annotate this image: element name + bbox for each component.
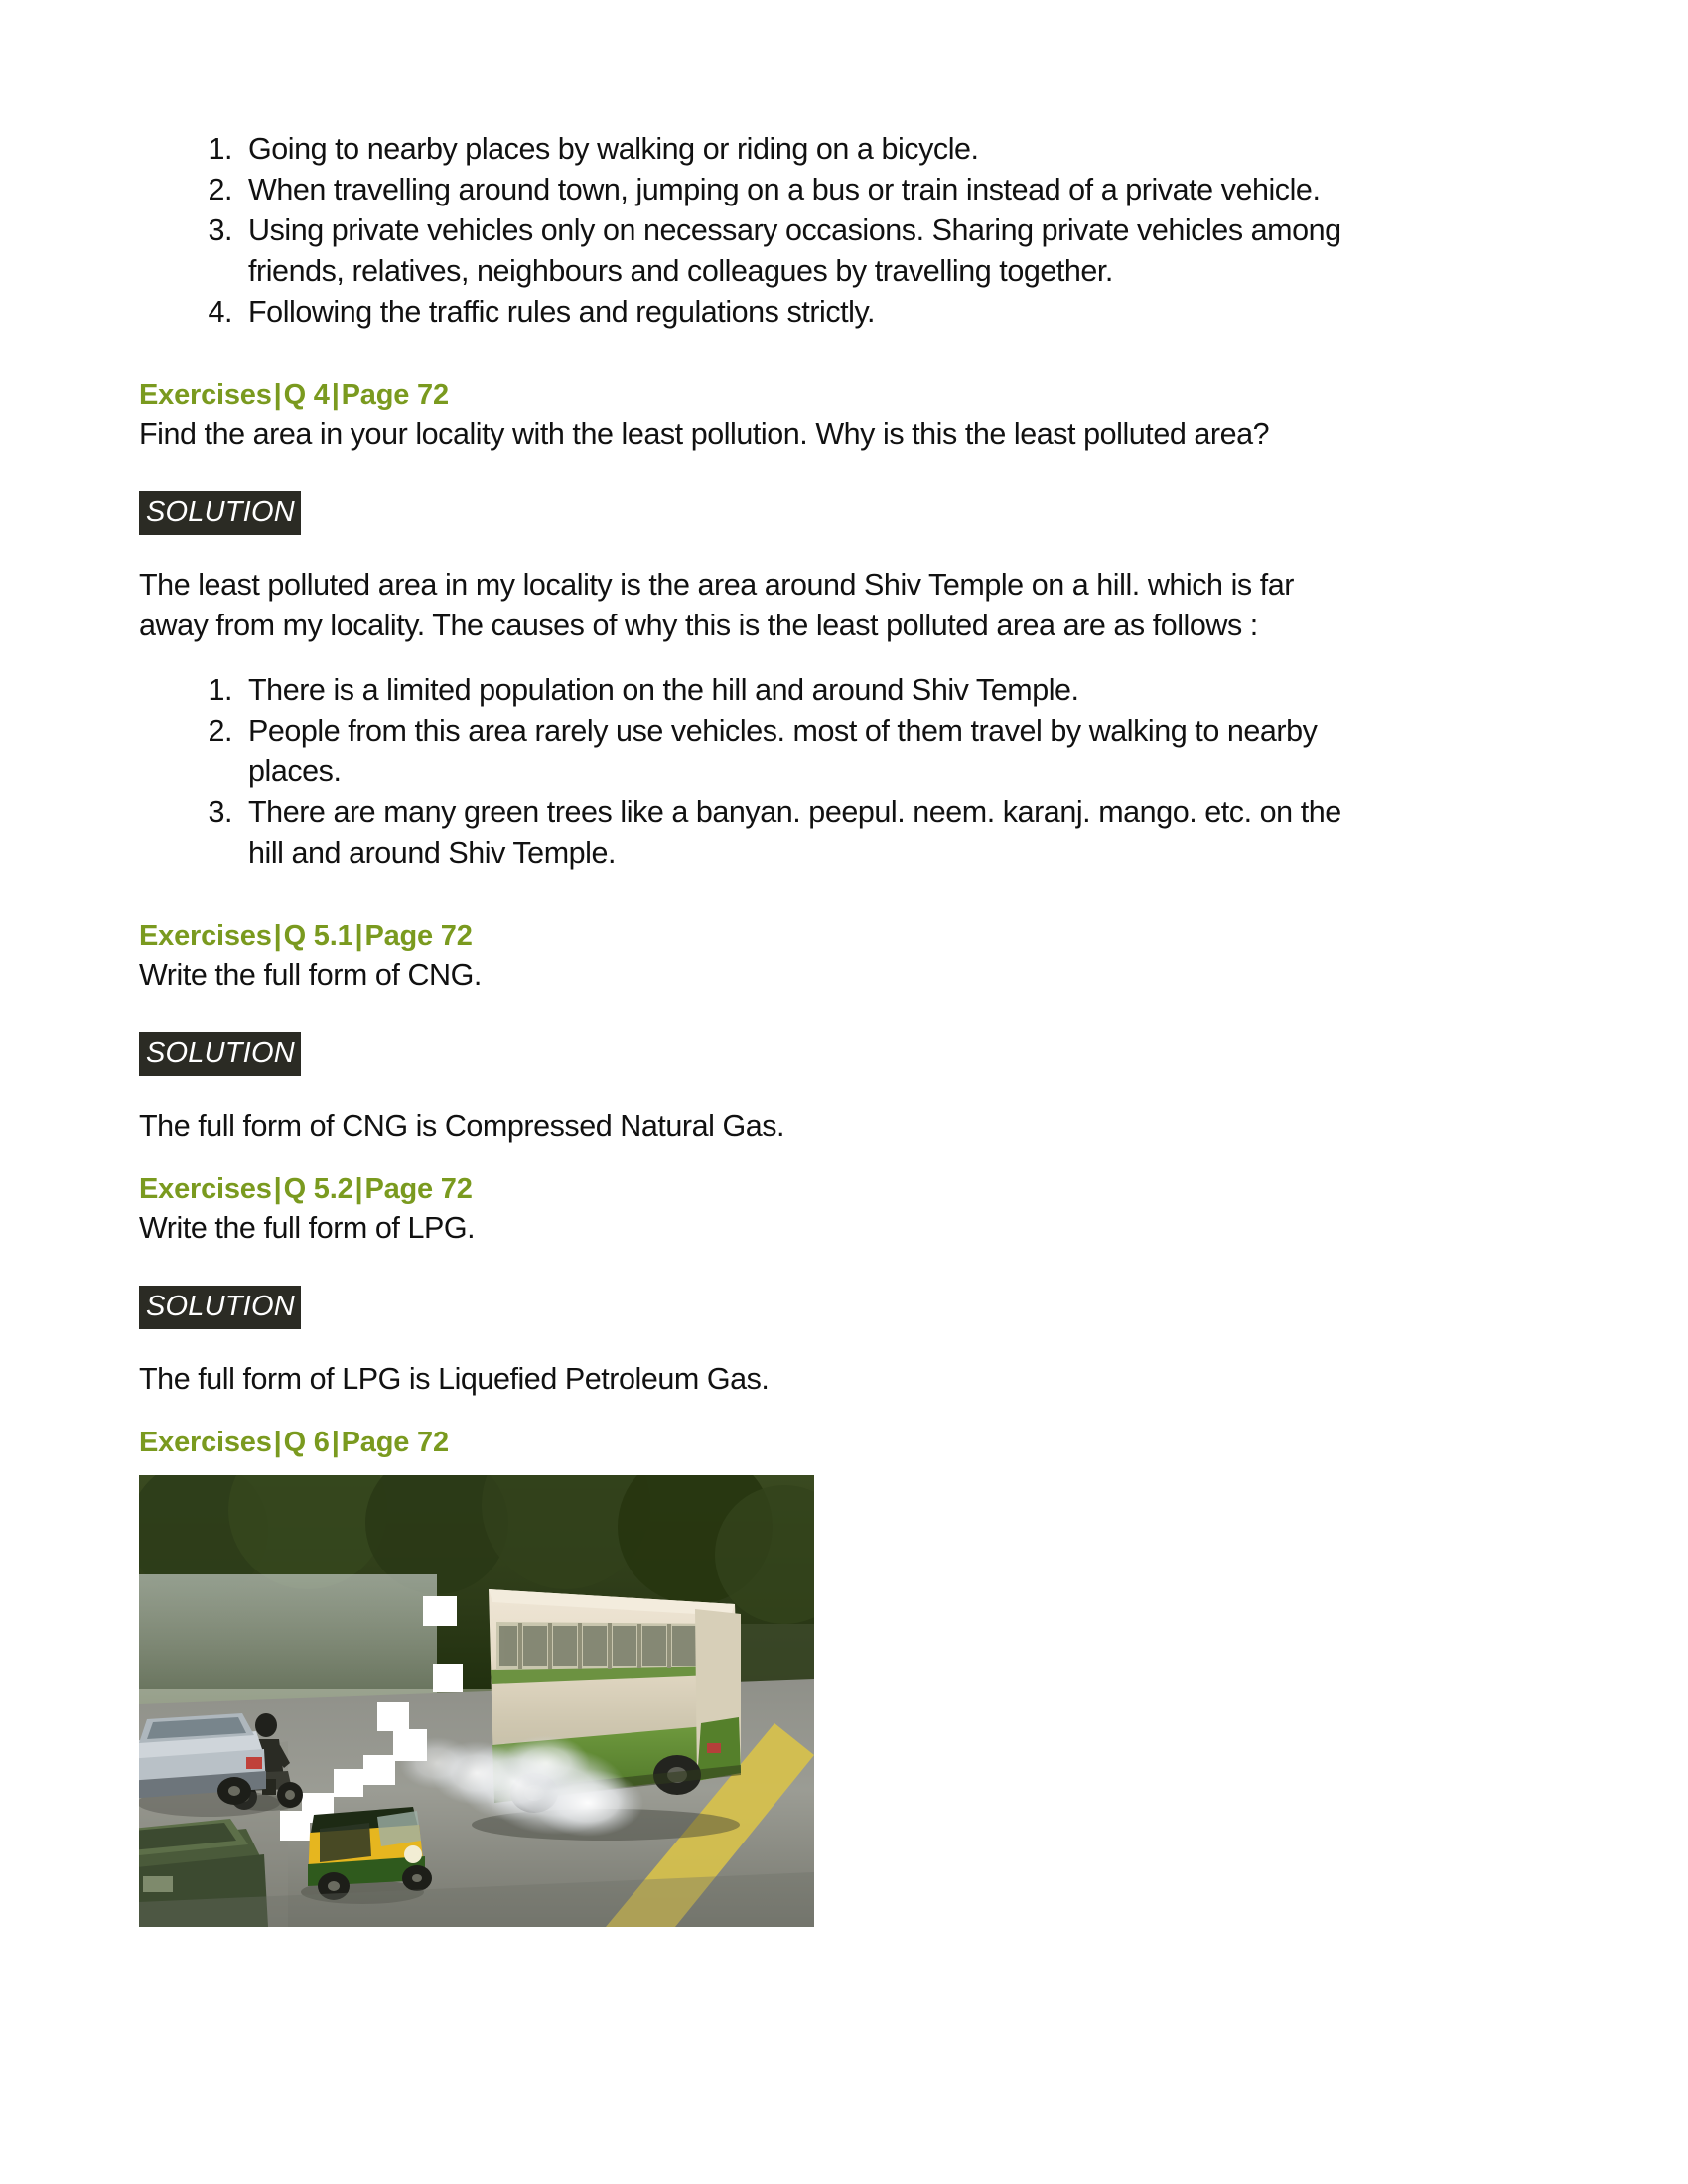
list-item-text: Following the traffic rules and regulations strictly. [248, 295, 876, 329]
section-q51 [139, 917, 1360, 1147]
question-text-q51: Write the full form of CNG. [139, 958, 482, 992]
solution-badge: SOLUTION [139, 1032, 301, 1076]
exercise-heading-q6 [139, 1424, 1360, 1461]
heading-exercises-label: Exercises [139, 920, 272, 952]
heading-exercises-label: Exercises [139, 1173, 272, 1205]
list-item [248, 129, 1360, 170]
heading-page-number: Page 72 [341, 1427, 449, 1458]
heading-question-number: Q 4 [283, 379, 330, 411]
list-item [248, 210, 1360, 292]
solution-badge: SOLUTION [139, 1286, 301, 1329]
heading-page-number: Page 72 [364, 920, 473, 952]
heading-exercises-label: Exercises [139, 379, 272, 411]
solution-badge-wrap-q52 [139, 1286, 1360, 1329]
list-item [248, 711, 1360, 792]
list-item [248, 670, 1360, 711]
exercise-heading-q4 [139, 376, 1360, 414]
list-item-text: Using private vehicles only on necessary occasions. Sharing private vehicles among friends, relatives, neighbours and colleagues by travelling together. [248, 213, 1341, 288]
exercise-heading-q51 [139, 917, 1360, 955]
solution-badge-wrap-q51 [139, 1032, 1360, 1076]
heading-separator: | [331, 1427, 340, 1458]
list-item-text: Going to nearby places by walking or riding on a bicycle. [248, 132, 979, 166]
heading-page-number: Page 72 [341, 379, 449, 411]
heading-separator: | [273, 920, 282, 952]
question-text-q52: Write the full form of LPG. [139, 1211, 476, 1245]
list-item-text: There are many green trees like a banyan. peepul. neem. karanj. mango. etc. on the hill and around Shiv Temple. [248, 795, 1341, 870]
heading-separator: | [354, 920, 363, 952]
solution-badge-wrap-q4 [139, 491, 1360, 535]
exercise-heading-q52 [139, 1170, 1360, 1208]
solution-paragraph-q4: The least polluted area in my locality is the area around Shiv Temple on a hill. which is far away from my locality. The causes of why this is the least polluted area are as follows : [139, 568, 1294, 642]
section-q52 [139, 1170, 1360, 1400]
solution-paragraph-q51: The full form of CNG is Compressed Natural Gas. [139, 1109, 785, 1143]
heading-separator: | [273, 1427, 282, 1458]
list-item [248, 170, 1360, 210]
list-item [248, 792, 1360, 874]
heading-separator: | [354, 1173, 363, 1205]
heading-exercises-label: Exercises [139, 1427, 272, 1458]
page-content [139, 129, 1360, 1927]
traffic-pollution-photograph [139, 1475, 814, 1927]
list-item-text: People from this area rarely use vehicles. most of them travel by walking to nearby places. [248, 714, 1318, 788]
solution-badge: SOLUTION [139, 491, 301, 535]
list-item [248, 292, 1360, 333]
heading-question-number: Q 5.1 [283, 920, 353, 952]
heading-page-number: Page 72 [364, 1173, 473, 1205]
heading-separator: | [273, 379, 282, 411]
photo-auto-rickshaw [301, 1807, 432, 1904]
list-item-text: There is a limited population on the hill and around Shiv Temple. [248, 673, 1079, 707]
section-q6 [139, 1424, 1360, 1927]
heading-separator: | [273, 1173, 282, 1205]
solution-paragraph-q52: The full form of LPG is Liquefied Petroleum Gas. [139, 1362, 770, 1396]
top-numbered-list [139, 129, 1360, 333]
heading-separator: | [331, 379, 340, 411]
list-item-text: When travelling around town, jumping on a bus or train instead of a private vehicle. [248, 173, 1321, 206]
heading-question-number: Q 6 [283, 1427, 330, 1458]
solution-list-q4 [139, 670, 1360, 874]
heading-question-number: Q 5.2 [283, 1173, 353, 1205]
section-q4 [139, 376, 1360, 874]
question-text-q4: Find the area in your locality with the least pollution. Why is this the least polluted area? [139, 417, 1270, 451]
